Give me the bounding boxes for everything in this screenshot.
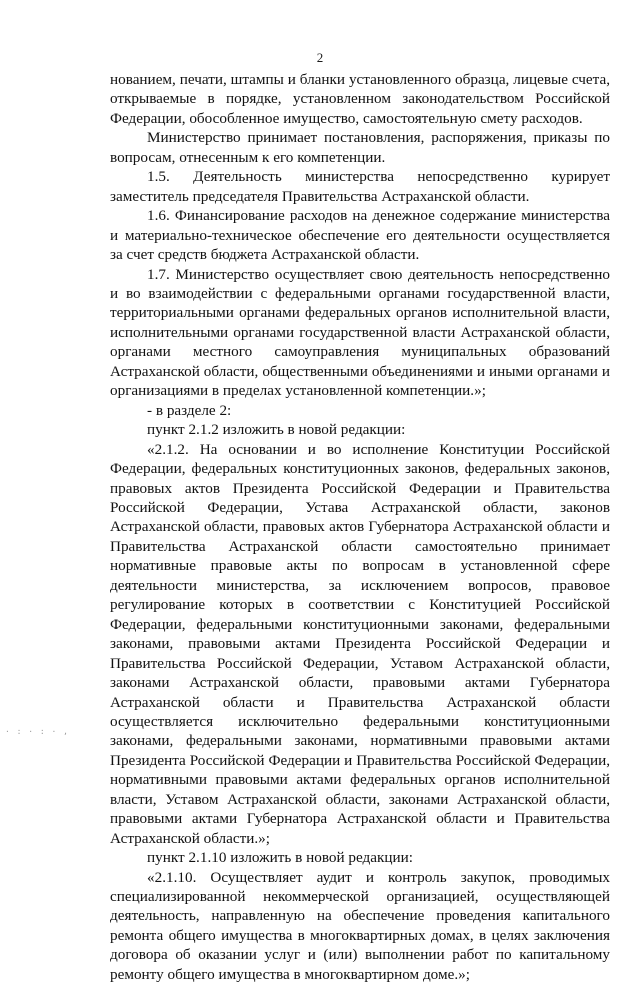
paragraph-section-2: - в разделе 2: xyxy=(147,401,232,419)
paragraph-item-2-1-2-heading: пункт 2.1.2 изложить в новой редакции: xyxy=(147,421,406,439)
paragraph-1-5: 1.5. Деятельность министерства непосредственно курирует заместитель председателя Правительства Астраханской области. xyxy=(110,168,610,205)
paragraph-1-7: 1.7. Министерство осуществляет свою деятельность непосредственно и во взаимодействии с федеральными органами государственной власти, территориальными органами федеральных органов исполнительной власти, исполнительными органами государственной власти Астраханской области, органами местного самоуправления муниципальных образований Астраханской области, общественными объединениями и иными органами и организациями в пределах установленной компетенции.»; xyxy=(110,265,610,400)
paragraph-1-6: 1.6. Финансирование расходов на денежное содержание министерства и материально-техническое обеспечение его деятельности осуществляется за счет средств бюджета Астраханской области. xyxy=(110,207,610,264)
page-number: 2 xyxy=(316,50,324,65)
document-body xyxy=(110,70,610,984)
paragraph-item-2-1-10-heading: пункт 2.1.10 изложить в новой редакции: xyxy=(147,849,413,867)
margin-scan-mark: · : · : · , xyxy=(5,727,69,736)
paragraph-continuation: нованием, печати, штампы и бланки установленного образца, лицевые счета, открываемые в порядке, установленном законодательством Российской Федерации, обособленное имущество, самостоятельную смету расходов. xyxy=(110,71,610,127)
paragraph-item-2-1-10: «2.1.10. Осуществляет аудит и контроль закупок, проводимых специализированной некоммерческой организацией, осуществляющей деятельность, направленную на обеспечение проведения капитального ремонта общего имущества в многоквартирных домах, в целях заключения договора об оказании услуг и (или) выполнении работ по капитальному ремонту общего имущества в многоквартирном доме.»; xyxy=(110,868,610,983)
paragraph-ministry-acts: Министерство принимает постановления, распоряжения, приказы по вопросам, отнесенным к его компетенции. xyxy=(110,129,610,166)
paragraph-item-2-1-2: «2.1.2. На основании и во исполнение Конституции Российской Федерации, федеральных конституционных законов, федеральных законов, правовых актов Президента Российской Федерации и Правительства Российской Федерации, Устава Астраханской области, законов Астраханской области, правовых актов Губернатора Астраханской области и Правительства Астраханской области самостоятельно принимает нормативные правовые акты по вопросам в установленной сфере деятельности министерства, за исключением вопросов, правовое регулирование которых в соответствии с Конституцией Российской Федерации, федеральными конституционными законами, федеральными законами, правовыми актами Президента Российской Федерации и Правительства Российской Федерации, Уставом Астраханской области, законами Астраханской области, правовыми актами Губернатора Астраханской области и Правительства Астраханской области осуществляется исключительно федеральными конституционными законами, федеральными законами, нормативными правовыми актами Президента Российской Федерации и Правительства Российской Федерации, нормативными правовыми актами федеральных органов исполнительной власти, Уставом Астраханской области, законами Астраханской области, правовыми актами Губернатора Астраханской области и Правительства Астраханской области.»; xyxy=(110,440,610,847)
